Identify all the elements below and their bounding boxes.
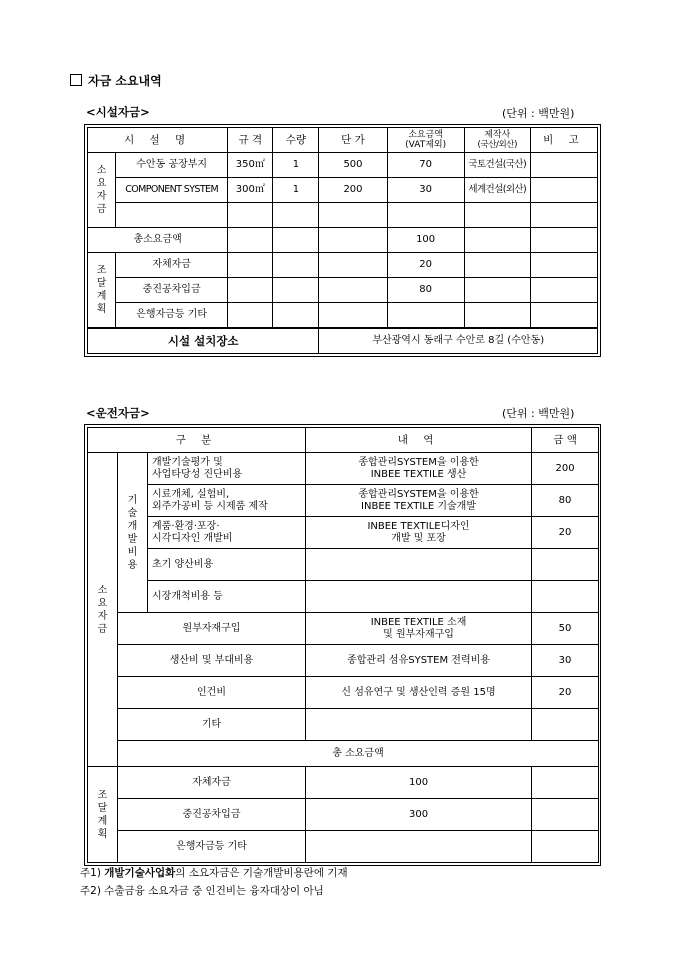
tech-detail-cell xyxy=(306,517,532,549)
col-spec: 규 격 xyxy=(228,128,273,153)
req-char: 요 xyxy=(96,178,107,189)
req-char: 소 xyxy=(97,584,108,596)
facility-unit: (단위 : 백만원) xyxy=(502,107,575,120)
tech-item-line2: 외주가공비 등 시제품 제작 xyxy=(152,500,268,512)
facility-total-label: 총소요금액 xyxy=(88,228,228,253)
req-char: 자 xyxy=(97,610,108,622)
req-char: 소 xyxy=(96,165,107,176)
facility-site-row xyxy=(88,328,598,354)
facility-amount-cell: 30 xyxy=(387,178,464,203)
tech-amount-cell: 200 xyxy=(532,453,599,485)
facility-req-label xyxy=(88,153,116,228)
operating-other-row xyxy=(88,677,599,709)
facility-row xyxy=(88,153,598,178)
req-char: 금 xyxy=(96,204,107,215)
tech-detail-line1: 종합관리SYSTEM을 이용한 xyxy=(358,488,479,500)
tech-char: 기 xyxy=(127,494,138,506)
tech-item-cell xyxy=(148,485,306,517)
plan-item-value xyxy=(306,831,532,863)
tech-item-cell: 초기 양산비용 xyxy=(148,549,306,581)
facility-name-cell: 수안동 공장부지 xyxy=(116,153,228,178)
facility-note-cell xyxy=(530,153,597,178)
tech-detail-line1: 종합관리SYSTEM을 이용한 xyxy=(358,456,479,468)
req-char: 요 xyxy=(97,597,108,609)
facility-plan-row xyxy=(88,303,598,329)
facility-maker-cell: 세계건설(외산) xyxy=(464,178,530,203)
checkbox-square-icon xyxy=(70,74,82,86)
other-item-label: 생산비 및 부대비용 xyxy=(118,645,306,677)
plan-char: 달 xyxy=(96,278,107,289)
col-maker xyxy=(464,128,530,153)
plan-char: 계 xyxy=(96,291,107,302)
plan-item-value: 20 xyxy=(387,253,464,278)
plan-item-label: 자체자금 xyxy=(116,253,228,278)
other-detail-cell xyxy=(306,613,532,645)
operating-header-row xyxy=(88,428,599,453)
tech-item-cell: 시장개척비용 등 xyxy=(148,581,306,613)
facility-total-row xyxy=(88,228,598,253)
req-char: 금 xyxy=(97,623,108,635)
other-amount-cell: 30 xyxy=(532,645,599,677)
operating-tech-row xyxy=(88,485,599,517)
col-op-amount: 금 액 xyxy=(532,428,599,453)
facility-site-value: 부산광역시 동래구 수안로 8길 (수안동) xyxy=(319,328,598,354)
tech-detail-line2: INBEE TEXTILE 생산 xyxy=(370,468,467,480)
footnote-1 xyxy=(80,864,348,882)
plan-char: 획 xyxy=(96,304,107,315)
facility-header-row xyxy=(88,128,598,153)
other-detail-line1: INBEE TEXTILE 소재 xyxy=(370,616,467,628)
operating-unit: (단위 : 백만원) xyxy=(502,407,575,420)
tech-char: 술 xyxy=(127,507,138,519)
tech-char: 발 xyxy=(127,533,138,545)
footnote-1-prefix: 주1) xyxy=(80,867,105,879)
col-category: 구 분 xyxy=(88,428,306,453)
facility-qty-cell: 1 xyxy=(273,178,319,203)
plan-char: 획 xyxy=(97,828,108,840)
tech-item-line1: 시료개체, 실험비, xyxy=(152,488,230,500)
operating-tech-row xyxy=(88,549,599,581)
facility-price-cell: 500 xyxy=(319,153,387,178)
operating-other-row xyxy=(88,613,599,645)
tech-detail-line2: INBEE TEXTILE 기술개발 xyxy=(361,500,477,512)
operating-table-frame xyxy=(84,424,601,866)
facility-qty-cell: 1 xyxy=(273,153,319,178)
other-item-label: 인건비 xyxy=(118,677,306,709)
tech-item-cell xyxy=(148,517,306,549)
other-detail-cell: 종합관리 섬유SYSTEM 전력비용 xyxy=(306,645,532,677)
facility-amount-cell: 70 xyxy=(387,153,464,178)
facility-row xyxy=(88,178,598,203)
plan-item-value: 300 xyxy=(306,799,532,831)
tech-dev-label xyxy=(118,453,148,613)
operating-tech-row xyxy=(88,453,599,485)
facility-note-cell xyxy=(530,178,597,203)
operating-total-row xyxy=(88,741,599,767)
operating-other-row xyxy=(88,709,599,741)
operating-req-label xyxy=(88,453,118,767)
tech-detail-cell xyxy=(306,581,532,613)
col-amount xyxy=(387,128,464,153)
tech-detail-line2: 개발 및 포장 xyxy=(391,532,446,544)
tech-char: 개 xyxy=(127,520,138,532)
tech-char: 용 xyxy=(127,559,138,571)
plan-item-value xyxy=(387,303,464,329)
operating-plan-row xyxy=(88,767,599,799)
facility-table xyxy=(87,127,598,354)
facility-spec-cell: 350㎡ xyxy=(228,153,273,178)
tech-detail-cell xyxy=(306,549,532,581)
operating-other-row xyxy=(88,645,599,677)
tech-detail-line1: INBEE TEXTILE디자인 xyxy=(367,520,470,532)
plan-char: 조 xyxy=(97,789,108,801)
col-amount-line1: 소요금액 xyxy=(408,130,443,140)
footnote-1-emphasis: 개발기술사업화 xyxy=(104,867,176,879)
plan-item-label: 중진공차입금 xyxy=(116,278,228,303)
footnote-2: 주2) 수출금융 소요자금 중 인건비는 융자대상이 아님 xyxy=(80,885,324,897)
tech-item-line2: 시각디자인 개발비 xyxy=(152,532,233,544)
section-title: 자금 소요내역 xyxy=(88,74,162,88)
other-item-label: 원부자재구입 xyxy=(118,613,306,645)
operating-plan-label xyxy=(88,767,118,863)
plan-item-label: 중진공차입금 xyxy=(118,799,306,831)
facility-title: <시설자금> xyxy=(86,105,150,119)
plan-char: 계 xyxy=(97,815,108,827)
other-amount-cell: 50 xyxy=(532,613,599,645)
col-note: 비 고 xyxy=(530,128,597,153)
other-amount-cell xyxy=(532,709,599,741)
plan-char: 달 xyxy=(97,802,108,814)
col-qty: 수량 xyxy=(273,128,319,153)
col-price: 단 가 xyxy=(319,128,387,153)
facility-plan-row xyxy=(88,278,598,303)
other-detail-cell: 신 섬유연구 및 생산인력 증원 15명 xyxy=(306,677,532,709)
facility-maker-cell: 국토건설(국산) xyxy=(464,153,530,178)
tech-item-line2: 사업타당성 진단비용 xyxy=(152,468,243,480)
tech-amount-cell xyxy=(532,549,599,581)
operating-title: <운전자금> xyxy=(86,406,150,420)
plan-item-label: 은행자금등 기타 xyxy=(118,831,306,863)
other-amount-cell: 20 xyxy=(532,677,599,709)
tech-item-line1: 계품·환경·포장· xyxy=(152,520,220,532)
plan-item-value: 100 xyxy=(306,767,532,799)
facility-site-label: 시설 설치장소 xyxy=(88,328,319,354)
facility-total-value: 100 xyxy=(387,228,464,253)
operating-total-label: 총 소요금액 xyxy=(118,741,599,767)
operating-plan-row xyxy=(88,831,599,863)
section-heading xyxy=(70,72,162,89)
tech-amount-cell xyxy=(532,581,599,613)
req-char: 자 xyxy=(96,191,107,202)
facility-plan-label xyxy=(88,253,116,329)
tech-char: 비 xyxy=(127,546,138,558)
other-detail-cell xyxy=(306,709,532,741)
tech-amount-cell: 20 xyxy=(532,517,599,549)
facility-table-frame xyxy=(84,124,601,357)
col-maker-line1: 제작사 xyxy=(484,130,511,140)
tech-detail-cell xyxy=(306,453,532,485)
facility-price-cell: 200 xyxy=(319,178,387,203)
col-amount-line2: (VAT제외) xyxy=(405,140,447,150)
tech-item-cell xyxy=(148,453,306,485)
operating-tech-row xyxy=(88,517,599,549)
operating-tech-row xyxy=(88,581,599,613)
plan-item-label: 은행자금등 기타 xyxy=(116,303,228,329)
tech-detail-cell xyxy=(306,485,532,517)
operating-plan-row xyxy=(88,799,599,831)
other-detail-line2: 및 원부자재구입 xyxy=(383,628,454,640)
footnotes xyxy=(80,864,348,900)
tech-item-line1: 개발기술평가 및 xyxy=(152,456,223,468)
plan-item-value: 80 xyxy=(387,278,464,303)
facility-row-empty xyxy=(88,203,598,228)
plan-item-label: 자체자금 xyxy=(118,767,306,799)
col-detail: 내 역 xyxy=(306,428,532,453)
facility-spec-cell: 300㎡ xyxy=(228,178,273,203)
col-facility-name: 시 설 명 xyxy=(88,128,228,153)
col-maker-line2: (국산/외산) xyxy=(477,140,518,150)
operating-table xyxy=(87,427,599,863)
facility-plan-row xyxy=(88,253,598,278)
plan-char: 조 xyxy=(96,265,107,276)
facility-name-cell: COMPONENT SYSTEM xyxy=(116,178,228,203)
footnote-1-text: 의 소요자금은 기술개발비용란에 기재 xyxy=(175,867,348,879)
tech-amount-cell: 80 xyxy=(532,485,599,517)
other-item-label: 기타 xyxy=(118,709,306,741)
